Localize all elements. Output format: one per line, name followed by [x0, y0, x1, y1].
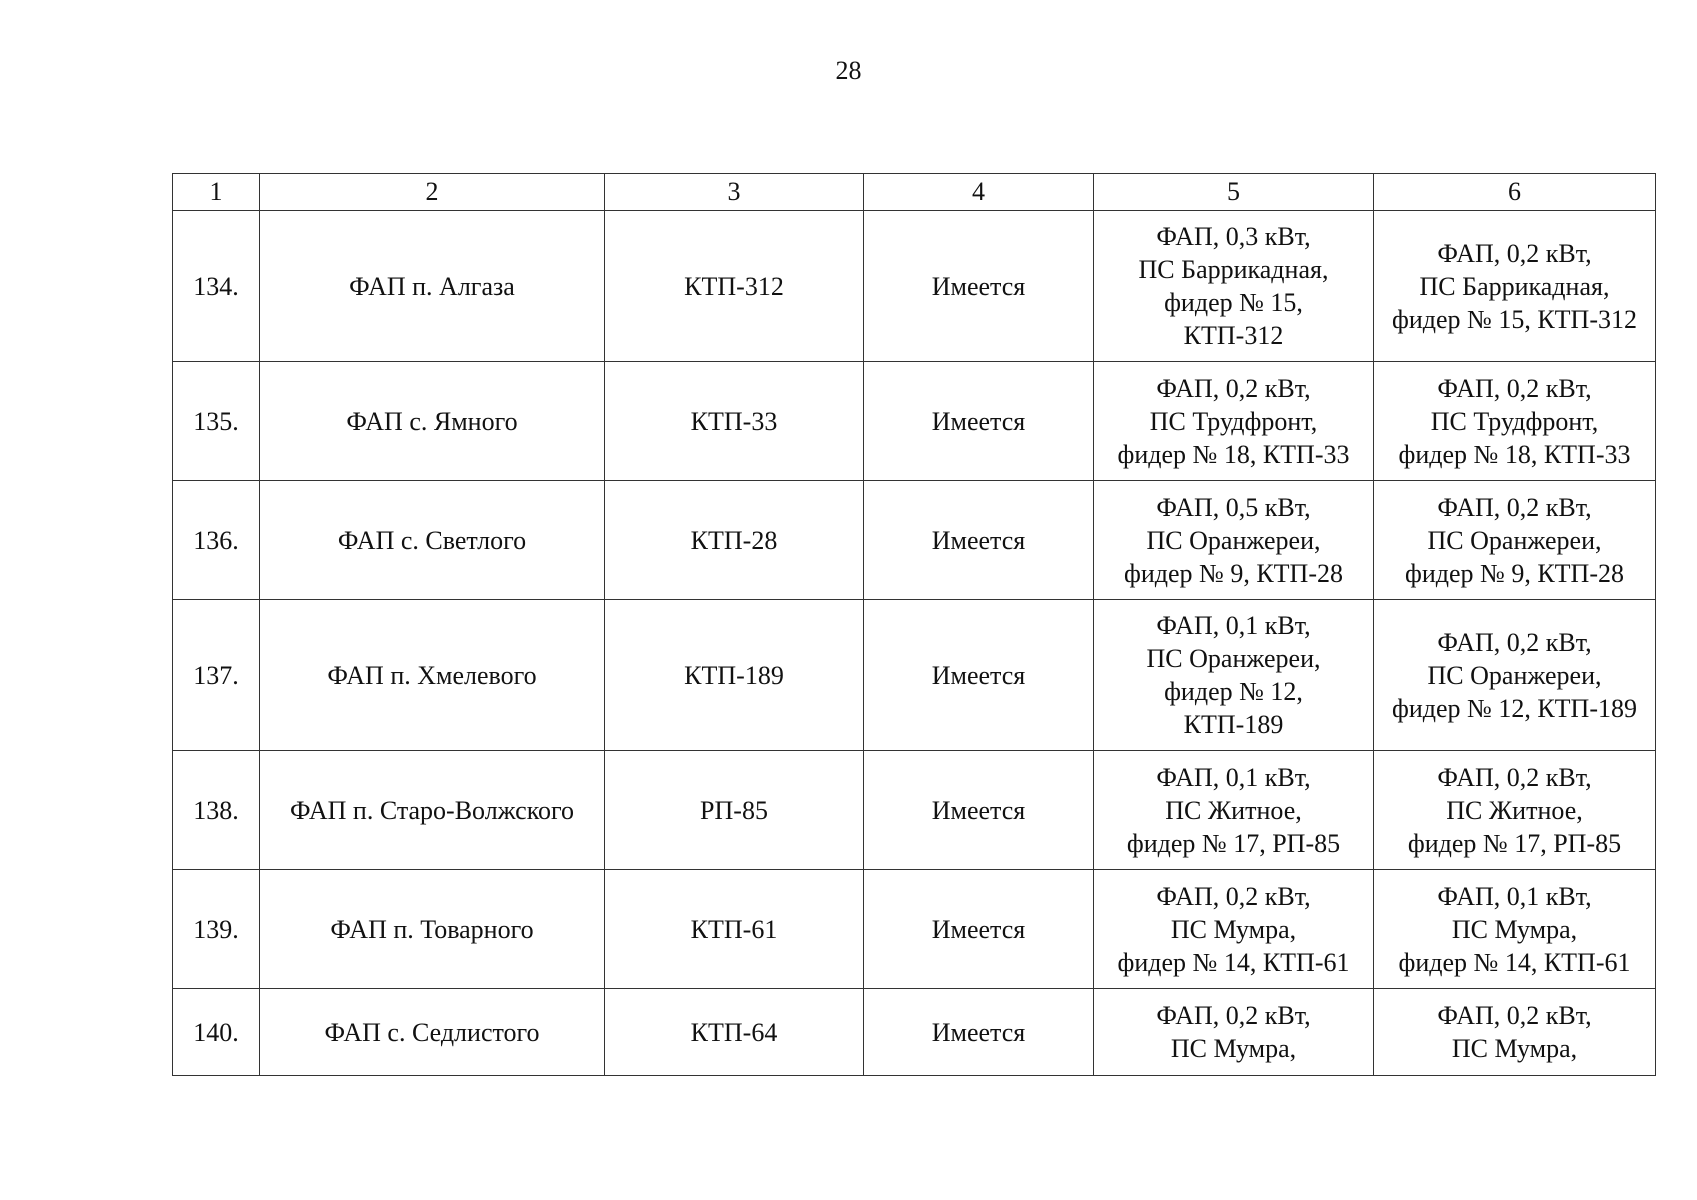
- column-header: 3: [605, 174, 864, 211]
- row-number-cell: 139.: [173, 870, 260, 989]
- status-cell: Имеется: [864, 989, 1094, 1076]
- column-header: 6: [1374, 174, 1656, 211]
- power-source-cell: ФАП, 0,2 кВт, ПС Трудфронт, фидер № 18, КТП-33: [1094, 362, 1374, 481]
- facility-name-cell: ФАП п. Товарного: [260, 870, 605, 989]
- reserve-source-cell: ФАП, 0,2 кВт, ПС Оранжереи, фидер № 9, КТП-28: [1374, 481, 1656, 600]
- status-cell: Имеется: [864, 481, 1094, 600]
- table-row: [173, 600, 1656, 751]
- status-cell: Имеется: [864, 870, 1094, 989]
- reserve-source-cell: ФАП, 0,2 кВт, ПС Мумра,: [1374, 989, 1656, 1076]
- substation-cell: КТП-33: [605, 362, 864, 481]
- status-cell: Имеется: [864, 211, 1094, 362]
- row-number-cell: 135.: [173, 362, 260, 481]
- column-header: 2: [260, 174, 605, 211]
- substation-cell: КТП-312: [605, 211, 864, 362]
- facility-name-cell: ФАП п. Старо-Волжского: [260, 751, 605, 870]
- facility-name-cell: ФАП п. Алгаза: [260, 211, 605, 362]
- reserve-source-cell: ФАП, 0,2 кВт, ПС Оранжереи, фидер № 12, КТП-189: [1374, 600, 1656, 751]
- facility-name-cell: ФАП с. Ямного: [260, 362, 605, 481]
- table-row: [173, 481, 1656, 600]
- status-cell: Имеется: [864, 600, 1094, 751]
- substation-cell: КТП-61: [605, 870, 864, 989]
- table-header-row: [173, 174, 1656, 211]
- row-number-cell: 137.: [173, 600, 260, 751]
- facility-name-cell: ФАП п. Хмелевого: [260, 600, 605, 751]
- table-row: [173, 211, 1656, 362]
- status-cell: Имеется: [864, 362, 1094, 481]
- row-number-cell: 136.: [173, 481, 260, 600]
- row-number-cell: 134.: [173, 211, 260, 362]
- power-source-cell: ФАП, 0,3 кВт, ПС Баррикадная, фидер № 15, КТП-312: [1094, 211, 1374, 362]
- table-row: [173, 870, 1656, 989]
- power-source-cell: ФАП, 0,5 кВт, ПС Оранжереи, фидер № 9, КТП-28: [1094, 481, 1374, 600]
- substation-cell: КТП-64: [605, 989, 864, 1076]
- power-source-cell: ФАП, 0,2 кВт, ПС Мумра,: [1094, 989, 1374, 1076]
- reserve-source-cell: ФАП, 0,1 кВт, ПС Мумра, фидер № 14, КТП-61: [1374, 870, 1656, 989]
- power-source-cell: ФАП, 0,1 кВт, ПС Оранжереи, фидер № 12, КТП-189: [1094, 600, 1374, 751]
- reserve-source-cell: ФАП, 0,2 кВт, ПС Трудфронт, фидер № 18, КТП-33: [1374, 362, 1656, 481]
- reserve-source-cell: ФАП, 0,2 кВт, ПС Баррикадная, фидер № 15, КТП-312: [1374, 211, 1656, 362]
- table-row: [173, 989, 1656, 1076]
- facility-name-cell: ФАП с. Светлого: [260, 481, 605, 600]
- column-header: 4: [864, 174, 1094, 211]
- table-row: [173, 362, 1656, 481]
- power-source-cell: ФАП, 0,1 кВт, ПС Житное, фидер № 17, РП-85: [1094, 751, 1374, 870]
- facility-name-cell: ФАП с. Седлистого: [260, 989, 605, 1076]
- reserve-source-cell: ФАП, 0,2 кВт, ПС Житное, фидер № 17, РП-85: [1374, 751, 1656, 870]
- substation-cell: КТП-189: [605, 600, 864, 751]
- power-source-cell: ФАП, 0,2 кВт, ПС Мумра, фидер № 14, КТП-61: [1094, 870, 1374, 989]
- data-table: [172, 173, 1656, 1076]
- substation-cell: КТП-28: [605, 481, 864, 600]
- row-number-cell: 138.: [173, 751, 260, 870]
- table-row: [173, 751, 1656, 870]
- row-number-cell: 140.: [173, 989, 260, 1076]
- column-header: 1: [173, 174, 260, 211]
- substation-cell: РП-85: [605, 751, 864, 870]
- status-cell: Имеется: [864, 751, 1094, 870]
- column-header: 5: [1094, 174, 1374, 211]
- page-number: 28: [835, 56, 862, 85]
